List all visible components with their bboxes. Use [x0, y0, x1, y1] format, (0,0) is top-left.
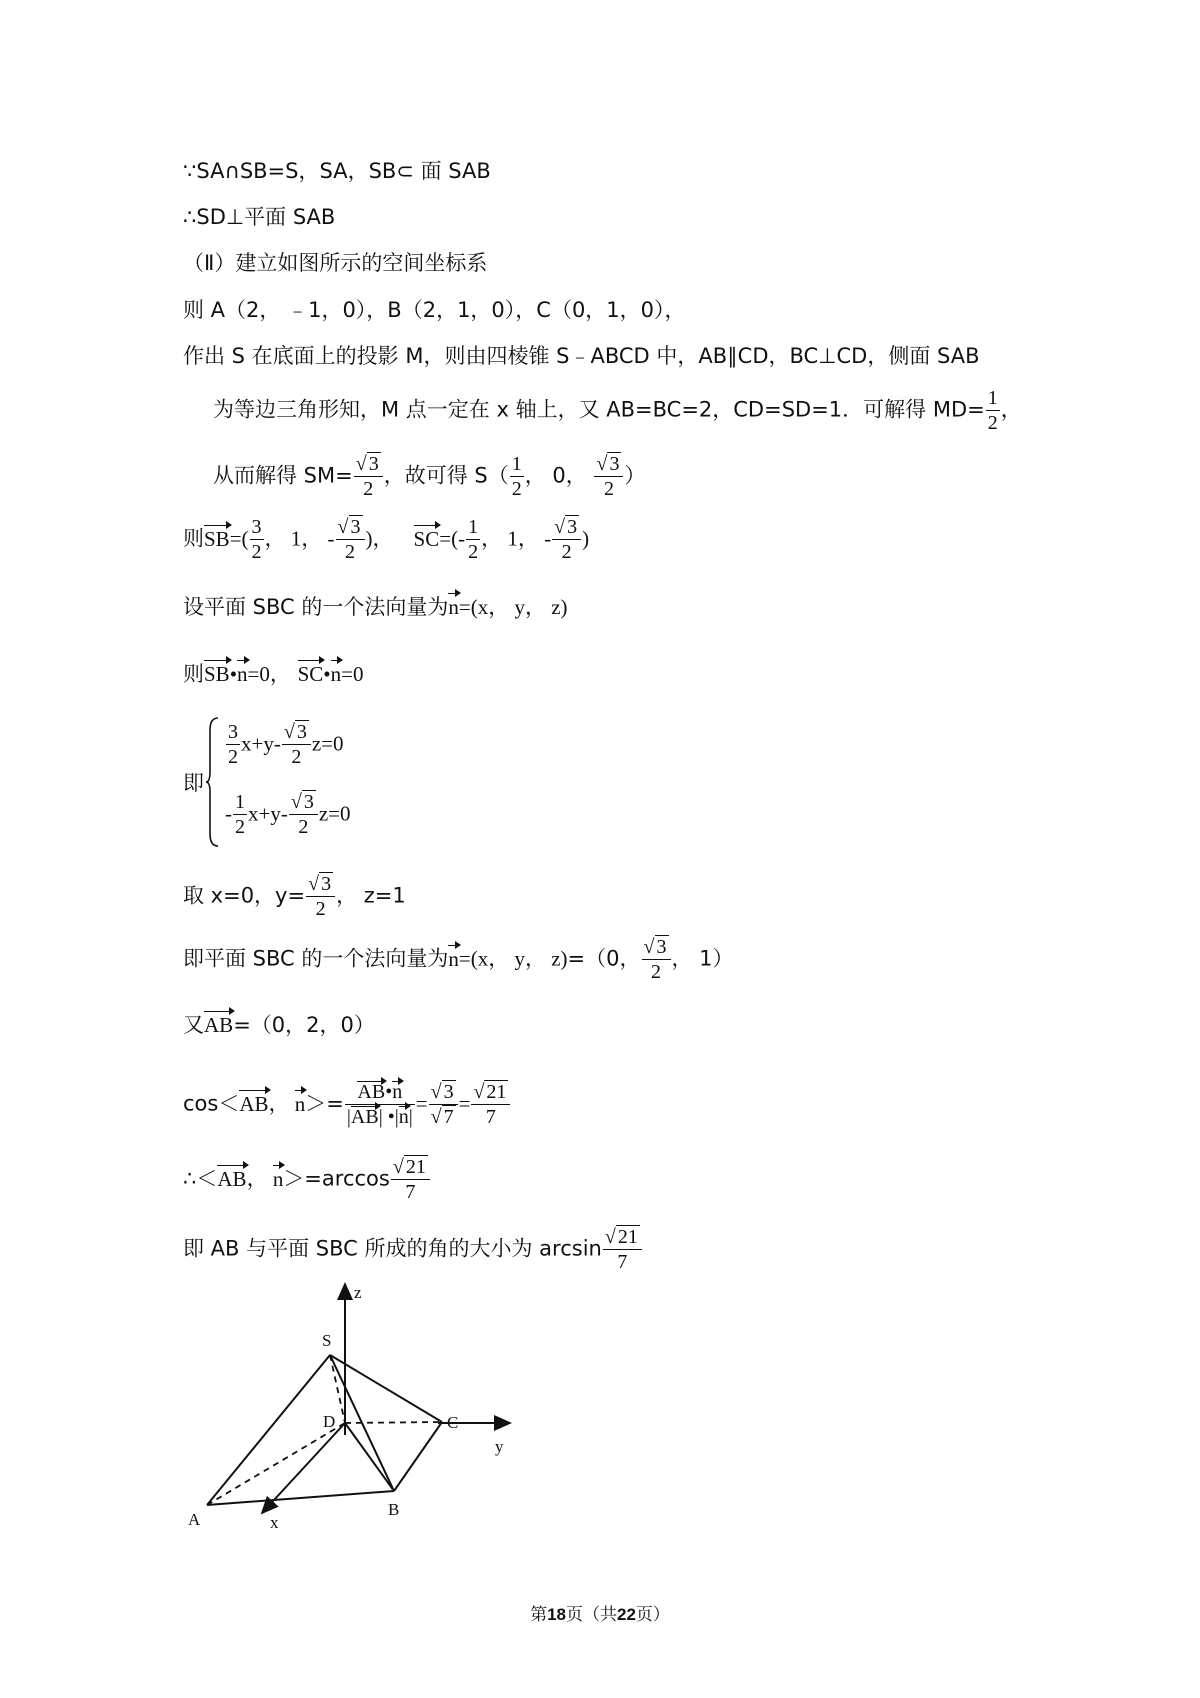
dot: •: [229, 662, 238, 686]
denominator: 2: [987, 412, 998, 434]
page-number: 18: [547, 1605, 566, 1624]
radicand: 3: [321, 873, 332, 895]
numerator: 3: [228, 721, 238, 743]
fraction-sqrt3-over-sqrt7: $\frac{√ 3}{√ 7}$: [429, 1080, 458, 1129]
equation-1: [225, 720, 344, 769]
equals-zero: =0，: [247, 662, 291, 686]
label-z: z: [354, 1283, 362, 1302]
normal-text: 即平面 SBC 的一个法向量为: [183, 946, 449, 971]
footer-mid: 页（共: [566, 1605, 617, 1624]
edge-sa: [207, 1355, 330, 1505]
denominator: 2: [511, 478, 522, 500]
denominator: 2: [345, 541, 356, 563]
denominator: 2: [651, 961, 661, 983]
label-s: S: [322, 1331, 332, 1350]
denominator: 2: [315, 898, 326, 920]
radicand: 3: [656, 936, 667, 958]
vector-n: n: [448, 944, 459, 974]
then-text: 则: [183, 662, 204, 686]
cos-equals: ＞=: [305, 1091, 344, 1116]
dot: •: [385, 1081, 393, 1103]
s-coord-text: ，故可得 S（: [383, 463, 509, 488]
vector-n: n: [331, 659, 342, 689]
normal-vector-def-line: [183, 592, 568, 622]
eq-end: z=0: [318, 801, 351, 826]
eq-terms: x+y-: [241, 731, 281, 756]
sm-text: 从而解得 SM=: [213, 463, 353, 488]
vector-n: n: [448, 592, 459, 622]
equals-zero: =0: [341, 662, 364, 686]
fraction-sqrt3-over-2: $\frac{√ 3}{2}$: [552, 515, 581, 564]
edge-db: [345, 1423, 394, 1491]
label-c: C: [447, 1413, 459, 1432]
denominator: 2: [291, 746, 302, 768]
radicand: 3: [609, 453, 620, 475]
arccos-line: [183, 1155, 431, 1204]
footer-pre: 第: [530, 1605, 548, 1624]
minus: -: [544, 526, 552, 551]
fraction-3-over-2: [226, 720, 240, 769]
fraction-sqrt21-over-7: $\frac{√ 21}{7}$: [471, 1080, 510, 1129]
n-value-pre: =（0，: [567, 946, 641, 971]
fraction-sqrt3-over-2: $\frac{√ 3}{2}$: [306, 872, 335, 921]
vector-sc: SC: [298, 659, 324, 689]
radicand: 21: [486, 1081, 507, 1103]
eq-end: z=0: [311, 731, 344, 756]
vector-sb: SB: [204, 659, 230, 689]
vector-sb-sc-line: [183, 515, 589, 564]
brace-icon: [206, 716, 220, 848]
coordinates-line: 则 A（2， ﹣1，0），B（2，1，0），C（0，1，0），: [183, 298, 686, 322]
edge-bc: [394, 1422, 442, 1491]
vector-n: n: [295, 1089, 306, 1119]
comma: ，: [246, 1166, 273, 1191]
edge-ad: [207, 1423, 345, 1505]
fraction-sqrt3-over-2: $\frac{√ 3}{2}$: [354, 452, 383, 501]
denominator: 2: [251, 541, 262, 563]
total-pages: 22: [617, 1605, 636, 1624]
conclusion-text: 即 AB 与平面 SBC 所成的角的大小为 arcsin: [183, 1236, 602, 1261]
equals: =: [458, 1091, 471, 1116]
comma: ，: [268, 1091, 295, 1116]
denominator: 7: [617, 1251, 628, 1273]
label-x: x: [270, 1513, 279, 1532]
radicand: 21: [405, 1156, 426, 1178]
label-d: D: [323, 1412, 336, 1431]
vector-n: n: [392, 1081, 403, 1103]
radicand: 7: [443, 1106, 454, 1128]
denominator: 2: [235, 816, 245, 838]
fraction-sqrt3-over-2: $\frac{√ 3}{2}$: [336, 515, 365, 564]
vector-ab: AB: [204, 1010, 233, 1040]
numerator: 1: [468, 516, 479, 538]
n-components: =(x， y， z): [458, 946, 568, 971]
minus: -: [327, 526, 335, 551]
label-a: A: [188, 1510, 201, 1529]
edge-ab: [207, 1491, 394, 1505]
vector-sc: SC: [414, 524, 440, 554]
radicand: 3: [303, 791, 314, 813]
ab-value: =（0，2，0）: [233, 1013, 375, 1037]
dot-product-line: [183, 659, 363, 689]
page-footer: [0, 1600, 1200, 1625]
minus: -: [458, 526, 466, 551]
radicand: 3: [567, 516, 578, 538]
radicand: 3: [368, 453, 379, 475]
numerator: 1: [235, 791, 245, 813]
arccos-text: ＞=arccos: [283, 1166, 390, 1191]
n-components: =(x， y， z): [458, 595, 568, 619]
denominator: 7: [485, 1106, 496, 1128]
separator: ， 1，: [264, 526, 328, 551]
vector-n: n: [398, 1106, 409, 1128]
separator: ， 1，: [481, 526, 545, 551]
denominator: 2: [228, 746, 238, 768]
label-b: B: [388, 1500, 400, 1519]
fraction-sqrt3-over-2: $\frac{√ 3}{2}$: [289, 790, 318, 839]
vector-ab: AB: [357, 1081, 386, 1103]
abs-bar: |: [378, 1106, 383, 1128]
therefore-text: ∴＜: [183, 1166, 218, 1191]
minus: -: [225, 801, 232, 826]
abs-bar: |: [346, 1106, 351, 1128]
numerator: 3: [251, 516, 262, 538]
conclusion-line: [183, 1225, 643, 1274]
cosine-line: [183, 1080, 511, 1129]
equals: =(: [229, 526, 249, 551]
equation-2: [225, 790, 351, 839]
denominator: 2: [603, 478, 614, 500]
radicand: 3: [296, 721, 307, 743]
fraction-one-half: [510, 452, 524, 501]
vector-ab: AB: [239, 1089, 268, 1119]
fraction-sqrt21-over-7: $\frac{√ 21}{7}$: [603, 1225, 642, 1274]
also-text: 又: [183, 1013, 204, 1037]
vector-n: n: [237, 659, 248, 689]
radicand: 21: [617, 1226, 638, 1248]
fraction-sqrt3-over-2: $\frac{√ 3}{2}$: [282, 720, 311, 769]
dot: •: [323, 662, 331, 686]
fraction-sqrt3-over-2: $\frac{√ 3}{2}$: [594, 452, 623, 501]
fraction-dot-over-norms: [345, 1080, 415, 1129]
dot: •: [387, 1106, 395, 1128]
normal-vector-line: [183, 935, 734, 984]
paren-close: ): [582, 526, 590, 551]
fraction-sqrt3-over-2: $\frac{√ 3}{2}$: [642, 935, 671, 984]
fraction-3-over-2: [250, 515, 264, 564]
edge-dc: [345, 1422, 442, 1423]
md-text: 为等边三角形知，M 点一定在 x 轴上，又 AB=BC=2，CD=SD=1．可解得 MD=: [213, 397, 985, 422]
eq-terms: x+y-: [248, 801, 288, 826]
choose-values-line: [183, 872, 406, 921]
sm-line: [213, 452, 645, 501]
n-value-post: ， 1）: [671, 946, 734, 971]
md-line: [213, 386, 1022, 435]
z-value: ， z=1: [336, 883, 406, 908]
denominator: 2: [468, 541, 479, 563]
denominator: 7: [405, 1181, 416, 1203]
denominator: 2: [561, 541, 572, 563]
equals: =(: [439, 526, 459, 551]
denominator: 2: [363, 478, 374, 500]
abs-bar: |: [408, 1106, 413, 1128]
vector-n: n: [273, 1164, 284, 1194]
separator: )，: [365, 526, 394, 551]
vector-ab: AB: [350, 1106, 379, 1128]
fraction-one-half: [986, 386, 1000, 435]
label-y: y: [495, 1437, 504, 1456]
section-heading: （Ⅱ）建立如图所示的空间坐标系: [183, 251, 488, 275]
proof-line-1: ∵SA∩SB=S，SA，SB⊂ 面 SAB: [183, 159, 491, 183]
numerator: 1: [987, 387, 998, 409]
separator: ， 0，: [524, 463, 594, 488]
paren-close: ）: [624, 463, 646, 488]
abs-bar: |: [394, 1106, 399, 1128]
comma: ，: [1000, 397, 1022, 422]
system-label: 即: [183, 771, 204, 795]
fraction-sqrt21-over-7: $\frac{√ 21}{7}$: [391, 1155, 430, 1204]
radicand: 3: [443, 1081, 454, 1103]
footer-post: 页）: [635, 1605, 670, 1624]
fraction-one-half: [466, 515, 480, 564]
normal-def-text: 设平面 SBC 的一个法向量为: [183, 595, 449, 619]
equals: =: [415, 1091, 428, 1116]
proof-line-2: ∴SD⊥平面 SAB: [183, 205, 336, 229]
pyramid-figure: [170, 1280, 530, 1545]
then-text: 则: [183, 526, 204, 551]
projection-line: 作出 S 在底面上的投影 M，则由四棱锥 S﹣ABCD 中，AB∥CD，BC⊥CD，侧面 SAB: [183, 344, 980, 368]
choose-text: 取 x=0，y=: [183, 883, 306, 908]
vector-ab: AB: [217, 1164, 246, 1194]
fraction-one-half: [233, 790, 247, 839]
ab-vector-line: [183, 1010, 375, 1040]
numerator: 1: [511, 453, 522, 475]
denominator: 2: [298, 816, 309, 838]
vector-sb: SB: [204, 524, 230, 554]
radicand: 3: [350, 516, 361, 538]
cos-text: cos＜: [183, 1091, 240, 1116]
